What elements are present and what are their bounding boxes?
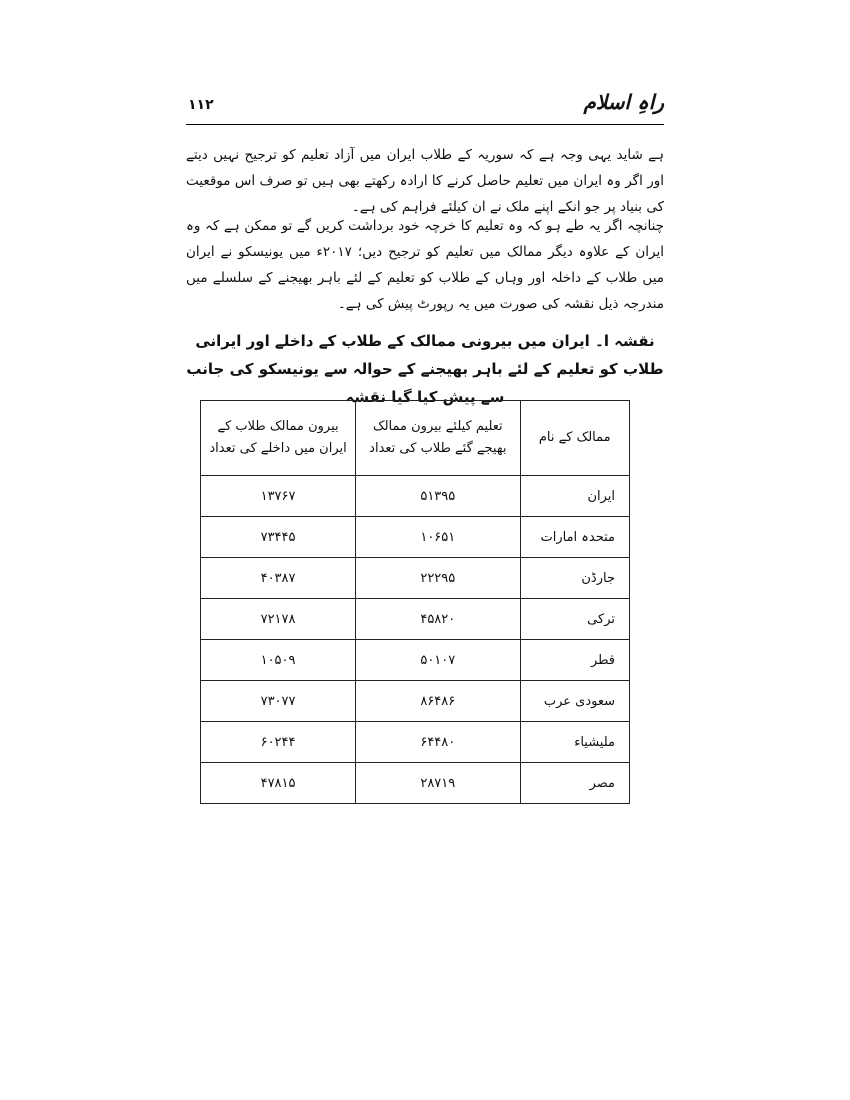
cell-country: قطر <box>520 640 629 681</box>
cell-sent-abroad: ۵۱۳۹۵ <box>356 476 520 517</box>
cell-sent-abroad: ۵۰۱۰۷ <box>356 640 520 681</box>
table-caption: نقشہ ا۔ ایران میں بیرونی ممالک کے طلاب کے داخلے اور ایرانی طلاب کو تعلیم کے لئے باہر بھیجنے کے حوالہ سے یونیسکو کی جانب سے پیش کیا گیا نقشہ <box>186 332 664 406</box>
cell-foreign-intake: ۱۳۷۶۷ <box>201 476 356 517</box>
cell-country: ترکی <box>520 599 629 640</box>
cell-country: متحدہ امارات <box>520 517 629 558</box>
table-row <box>201 681 630 722</box>
table-row <box>201 722 630 763</box>
paragraph-1: ہے شاید یہی وجہ ہے کہ سوریہ کے طلاب ایران میں آزاد تعلیم کو ترجیح نہیں دیتے اور اگر وہ ایران میں تعلیم حاصل کرنے کا ارادہ رکھتے بھی ہیں تو صرف اس موقعیت کی بنیاد پر جو انکے اپنے ملک نے ان کیلئے فراہم کی ہے۔ <box>186 147 664 215</box>
header-rule <box>186 124 664 125</box>
cell-country: ایران <box>520 476 629 517</box>
paragraph-2: چنانچہ اگر یہ طے ہو کہ وہ تعلیم کا خرچہ خود برداشت کریں گے تو ممکن ہے کہ وہ ایران کے علاوہ دیگر ممالک میں تعلیم کو ترجیح دیں؛ ۲۰۱۷ء میں یونیسکو نے ایران میں طلاب کے داخلہ اور وہاں کے طلاب کو تعلیم کے لئے باہر بھیجنے کے سلسلے میں مندرجہ ذیل نقشہ کی صورت میں یہ رپورٹ پیش کی ہے۔ <box>186 218 665 312</box>
cell-country: ملیشیاء <box>520 722 629 763</box>
cell-foreign-intake: ۴۰۳۸۷ <box>201 558 356 599</box>
header-country: ممالک کے نام <box>520 401 629 476</box>
table-row <box>201 599 630 640</box>
header-foreign-intake: بیرون ممالک طلاب کے ایران میں داخلے کی تعداد <box>201 401 356 476</box>
running-head: راہِ اسلام <box>583 90 664 114</box>
header-sent-abroad: تعلیم کیلئے بیرون ممالک بھیجے گئے طلاب کی تعداد <box>356 401 520 476</box>
page-number: ۱۱۲ <box>188 97 214 113</box>
cell-sent-abroad: ۸۶۴۸۶ <box>356 681 520 722</box>
cell-sent-abroad: ۴۵۸۲۰ <box>356 599 520 640</box>
countries-table <box>200 400 630 804</box>
cell-country: سعودی عرب <box>520 681 629 722</box>
table-row <box>201 558 630 599</box>
cell-foreign-intake: ۷۲۱۷۸ <box>201 599 356 640</box>
cell-sent-abroad: ۲۲۲۹۵ <box>356 558 520 599</box>
cell-sent-abroad: ۲۸۷۱۹ <box>356 763 520 804</box>
table-header-row <box>201 401 630 476</box>
cell-foreign-intake: ۱۰۵۰۹ <box>201 640 356 681</box>
cell-foreign-intake: ۷۳۴۴۵ <box>201 517 356 558</box>
cell-sent-abroad: ۶۴۴۸۰ <box>356 722 520 763</box>
table-row <box>201 763 630 804</box>
table-row <box>201 640 630 681</box>
cell-country: جارڈن <box>520 558 629 599</box>
table-row <box>201 476 630 517</box>
table-row <box>201 517 630 558</box>
cell-country: مصر <box>520 763 629 804</box>
cell-sent-abroad: ۱۰۶۵۱ <box>356 517 520 558</box>
cell-foreign-intake: ۴۷۸۱۵ <box>201 763 356 804</box>
cell-foreign-intake: ۷۳۰۷۷ <box>201 681 356 722</box>
cell-foreign-intake: ۶۰۲۴۴ <box>201 722 356 763</box>
